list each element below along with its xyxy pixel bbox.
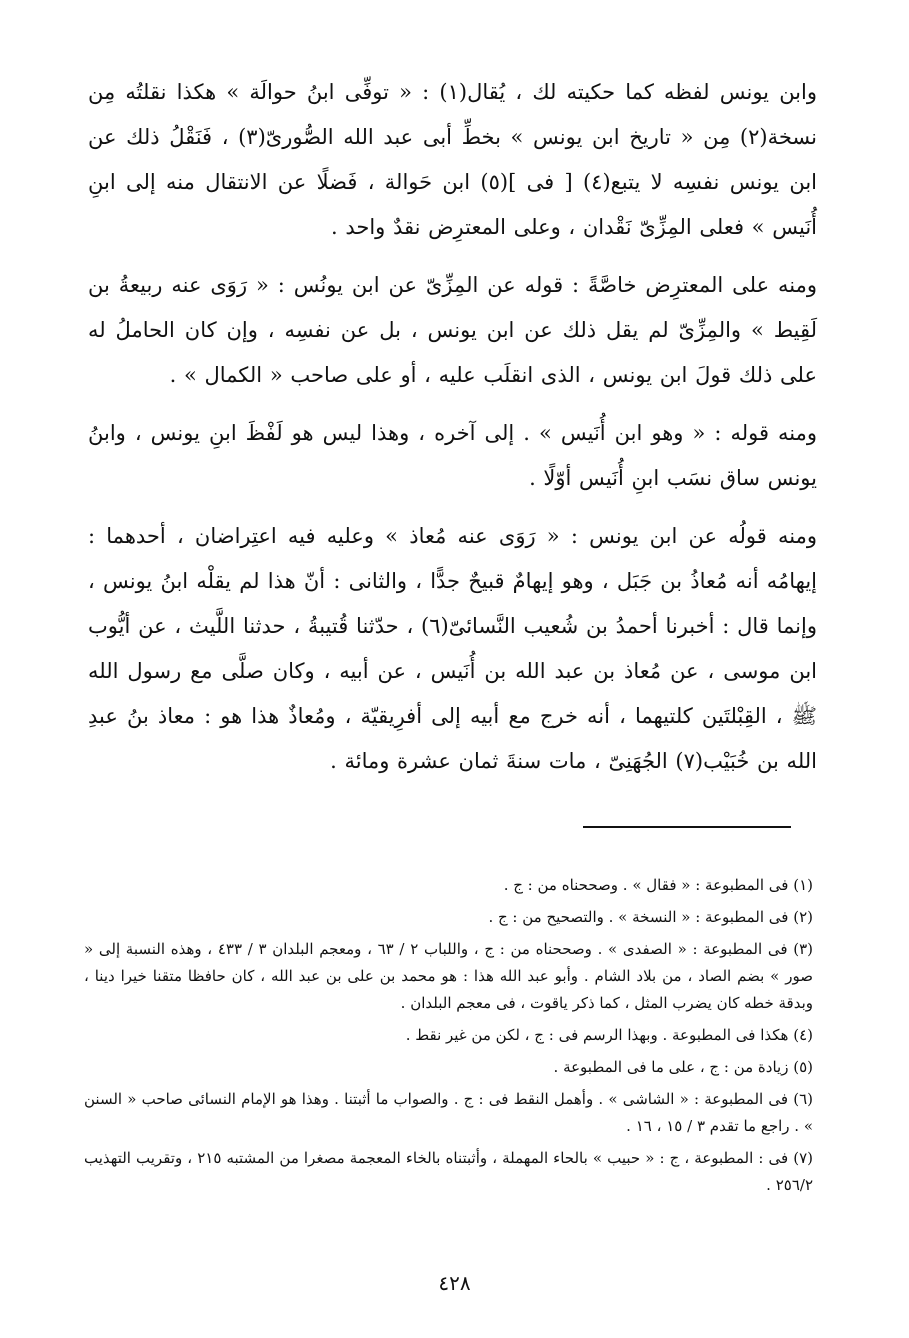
footnote-divider <box>583 826 791 828</box>
footnote-5: (٥) زيادة من : ج ، على ما فى المطبوعة . <box>553 1058 813 1076</box>
main-text <box>88 70 817 797</box>
footnote-2: (٢) فى المطبوعة : « النسخة » . والتصحيح من : ج . <box>488 908 813 926</box>
footnote-4: (٤) هكذا فى المطبوعة . وبهذا الرسم فى : ج ، لكن من غير نقط . <box>405 1026 813 1044</box>
paragraph-3: ومنه قوله : « وهو ابن أُنَيس » . إلى آخره ، وهذا ليس هو لَفْظَ ابنِ يونس ، وابنُ يونس ساق نسَب ابنِ أُنَيس أوّلًا . <box>88 421 817 490</box>
footnote-7: (٧) فى : المطبوعة ، ج : « حبيب » بالحاء المهملة ، وأثبتناه بالخاء المعجمة مصغرا من المشتبه ٢١٥ ، وتقريب التهذيب ٢٥٦/٢ . <box>84 1149 813 1194</box>
footnotes <box>84 872 813 1204</box>
footnote-6: (٦) فى المطبوعة : « الشاشى » . وأهمل النقط فى : ج . والصواب ما أثبتنا . وهذا هو الإمام النسائى صاحب « السنن » . راجع ما تقدم ٣ / ١٥ ، ١٦ . <box>84 1090 813 1135</box>
page-number: ٤٢٨ <box>438 1271 471 1295</box>
footnote-3: (٣) فى المطبوعة : « الصفدى » . وصححناه من : ج ، واللباب ٢ / ٦٣ ، ومعجم البلدان ٣ / ٤٣٣ ، وهذه النسبة إلى « صور » بضم الصاد ، من بلاد الشام . وأبو عبد الله هذا : هو محمد بن على بن عبد الله ، كان حافظا متقنا خيرا دينا ، وبدقة خطه كان يضرب المثل ، كما ذكر ياقوت ، فى معجم البلدان . <box>84 940 814 1012</box>
paragraph-4: ومنه قولُه عن ابن يونس : « رَوَى عنه مُعاذ » وعليه فيه اعتِراضان ، أحدهما : إيهامُه أنه مُعاذُ بن جَبَل ، وهو إيهامٌ قبيحٌ جدًّا ، والثانى : أنّ هذا لم يقلْه ابنُ يونس ، وإنما قال : أخبرنا أحمدُ بن شُعيب النَّسائىّ(٦) ، حدّثنا قُتيبةُ ، حدثنا اللَّيث ، عن أيُّوب ابن موسى ، عن مُعاذ بن عبد الله بن أُنَيس ، عن أبيه ، وكان صلَّى مع رسول الله ﷺ ، القِبْلتَين كلتيهما ، أنه خرج مع أبيه إلى أفرِيقيّة ، ومُعاذٌ هذا هو : معاذ بنُ عبدِ الله بن خُبَيْب(٧) الجُهَنِىّ ، مات سنةَ ثمان عشرة ومائة . <box>88 524 817 773</box>
paragraph-2: ومنه على المعترِض خاصَّةً : قوله عن المِزِّىّ عن ابن يونُس : « رَوَى عنه ربيعةُ بن لَقِيط » والمِزِّىّ لم يقل ذلك عن ابن يونس ، بل عن نفسِه ، وإن كان الحاملُ له على ذلك قولَ ابن يونس ، الذى انقلَب عليه ، أو على صاحب « الكمال » . <box>88 273 817 387</box>
paragraph-1: وابن يونس لفظه كما حكيته لك ، يُقال(١) : « توفِّى ابنُ حوالَة » هكذا نقلتُه مِن نسخة(٢) مِن « تاريخ ابن يونس » بخطِّ أبى عبد الله الصُّورىّ(٣) ، فَنَقْلُ ذلك عن ابن يونس نفسِه لا يتبع(٤) [ فى ](٥) ابن حَوالة ، فَضلًا عن الانتقال منه إلى ابنِ أُنَيس » فعلى المِزِّىّ نَقْدان ، وعلى المعترِض نقدٌ واحد . <box>88 80 817 239</box>
footnote-1: (١) فى المطبوعة : « فقال » . وصححناه من : ج . <box>503 876 813 894</box>
